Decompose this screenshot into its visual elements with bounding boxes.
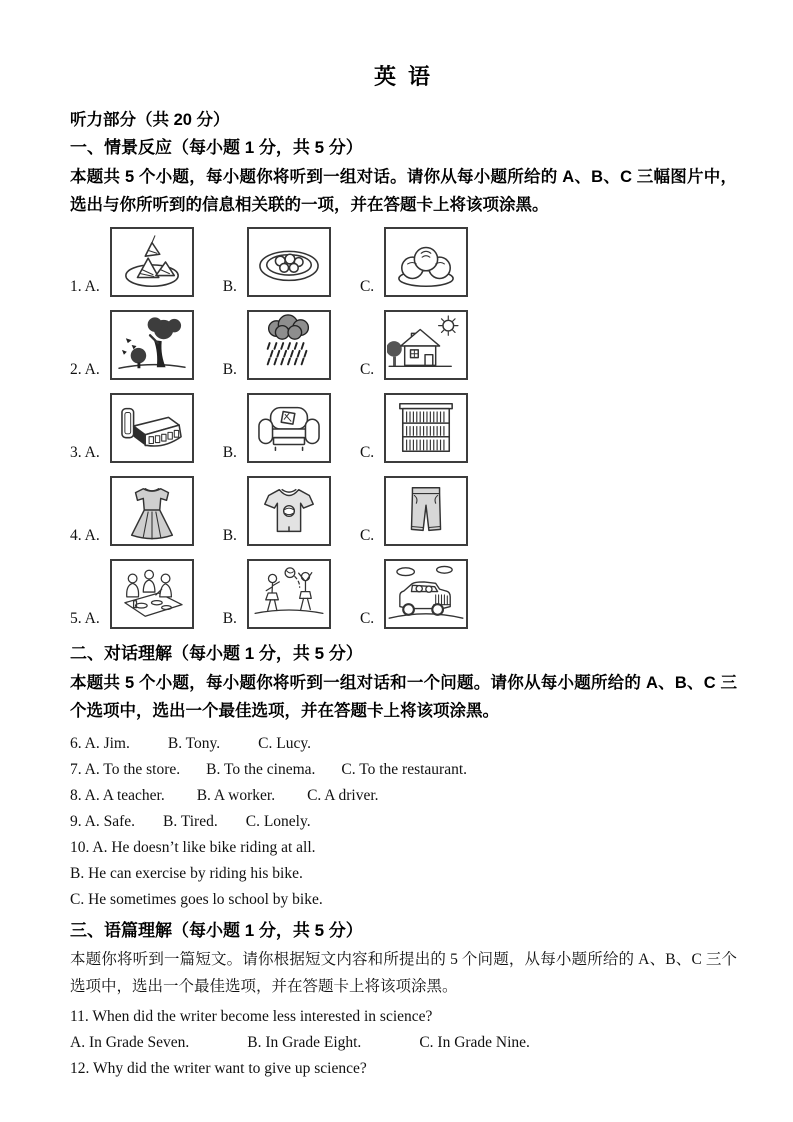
question-3-option-b	[223, 393, 331, 463]
question-11	[70, 1004, 737, 1030]
question-5-option-c	[360, 559, 468, 629]
page-title: 英 语	[373, 64, 434, 89]
q11-option-c: C. In Grade Nine.	[419, 1034, 530, 1051]
question-8	[70, 783, 737, 809]
question-4-option-b	[223, 476, 331, 546]
question-5-option-b-box	[247, 559, 331, 629]
picture-row-5	[70, 559, 737, 629]
q11-option-a: A. In Grade Seven.	[70, 1034, 190, 1051]
q10-option-a: 10. A. He doesn’t like bike riding at all.	[70, 839, 316, 856]
q7-option-a: 7. A. To the store.	[70, 761, 181, 778]
question-3-option-a-box	[110, 393, 194, 463]
question-2-option-c-label: C.	[359, 361, 375, 378]
trousers-image	[387, 480, 465, 542]
question-4-option-c	[360, 476, 468, 546]
people-driving-car-image	[387, 563, 465, 625]
question-1-option-a	[70, 227, 194, 297]
question-3-option-c-label: C.	[359, 444, 375, 461]
q9-option-c: C. Lonely.	[245, 813, 311, 830]
question-4-option-c-box	[384, 476, 468, 546]
question-5-option-a	[70, 559, 194, 629]
question-2-option-a	[70, 310, 194, 380]
q9-option-b: B. Tired.	[163, 813, 218, 830]
question-5-option-c-label: C.	[359, 610, 375, 627]
armchair-image	[250, 397, 328, 459]
picture-row-3	[70, 393, 737, 463]
t-shirt-image	[250, 480, 328, 542]
kids-playing-ball-image	[250, 563, 328, 625]
question-4-option-b-box	[247, 476, 331, 546]
question-1-option-c-label: C.	[359, 278, 375, 295]
q8-option-c: C. A driver.	[307, 787, 379, 804]
question-5-label: 5. A.	[70, 610, 100, 627]
question-3-option-a	[70, 393, 194, 463]
question-2-option-b-box	[247, 310, 331, 380]
q6-option-a: 6. A. Jim.	[70, 735, 130, 752]
q8-option-b: B. A worker.	[196, 787, 276, 804]
question-1-label: 1. A.	[70, 278, 100, 295]
picture-row-4	[70, 476, 737, 546]
section3-heading: 三、语篇理解（每小题 1 分，共 5 分）	[70, 921, 363, 940]
question-3-option-b-label: B.	[222, 444, 237, 461]
question-4-option-c-label: C.	[359, 527, 375, 544]
q7-option-c: C. To the restaurant.	[341, 761, 468, 778]
question-1-option-b-box	[247, 227, 331, 297]
question-1-option-b	[223, 227, 331, 297]
question-5-option-c-box	[384, 559, 468, 629]
question-1-option-a-box	[110, 227, 194, 297]
picture-row-1	[70, 227, 737, 297]
question-10-option-a	[70, 835, 737, 861]
zongzi-on-plate-image	[113, 231, 191, 293]
windy-tree-image	[113, 314, 191, 376]
question-4-option-a-box	[110, 476, 194, 546]
question-1-option-c-box	[384, 227, 468, 297]
question-7	[70, 757, 737, 783]
section1-heading: 一、情景反应（每小题 1 分，共 5 分）	[70, 138, 363, 157]
question-6	[70, 731, 737, 757]
question-11-options	[70, 1030, 737, 1056]
q12-text: 12. Why did the writer want to give up science?	[70, 1060, 367, 1077]
question-1-option-b-label: B.	[222, 278, 237, 295]
question-10-option-c	[70, 887, 737, 913]
sunny-house-image	[387, 314, 465, 376]
question-2-option-c	[360, 310, 468, 380]
question-2-option-b-label: B.	[222, 361, 237, 378]
family-picnic-image	[113, 563, 191, 625]
bed-image	[113, 397, 191, 459]
question-2-option-a-box	[110, 310, 194, 380]
question-5-option-b-label: B.	[222, 610, 237, 627]
question-10-option-b	[70, 861, 737, 887]
question-9	[70, 809, 737, 835]
q8-option-a: 8. A. A teacher.	[70, 787, 165, 804]
section2-heading: 二、对话理解（每小题 1 分，共 5 分）	[70, 644, 363, 663]
question-2-option-b	[223, 310, 331, 380]
question-2-label: 2. A.	[70, 361, 100, 378]
q6-option-c: C. Lucy.	[258, 735, 311, 752]
picture-row-2	[70, 310, 737, 380]
question-4-label: 4. A.	[70, 527, 100, 544]
q11-text: 11. When did the writer become less interested in science?	[70, 1008, 433, 1025]
q7-option-b: B. To the cinema.	[206, 761, 316, 778]
q10-option-c: C. He sometimes goes lo school by bike.	[70, 891, 323, 908]
question-4-option-a	[70, 476, 194, 546]
section1-instructions: 本题共 5 个小题，每小题你将听到一组对话。请你从每小题所给的 A、B、C 三幅图片中，选出与你所听到的信息相关联的一项，并在答题卡上将该项涂黑。	[70, 168, 737, 214]
question-3-option-c	[360, 393, 468, 463]
rain-cloud-image	[250, 314, 328, 376]
question-12	[70, 1056, 737, 1082]
q10-option-b: B. He can exercise by riding his bike.	[70, 865, 303, 882]
steamed-buns-on-plate-image	[387, 231, 465, 293]
question-1-option-c	[360, 227, 468, 297]
question-5-option-b	[223, 559, 331, 629]
question-3-option-c-box	[384, 393, 468, 463]
question-2-option-c-box	[384, 310, 468, 380]
dress-image	[113, 480, 191, 542]
question-5-option-a-box	[110, 559, 194, 629]
section2-instructions: 本题共 5 个小题，每小题你将听到一组对话和一个问题。请你从每小题所给的 A、B、C 三个选项中，选出一个最佳选项，并在答题卡上将该项涂黑。	[70, 674, 737, 720]
question-4-option-b-label: B.	[222, 527, 237, 544]
question-3-label: 3. A.	[70, 444, 100, 461]
dumplings-on-plate-image	[250, 231, 328, 293]
section3-instructions: 本题你将听到一篇短文。请你根据短文内容和所提出的 5 个问题，从每小题所给的 A、B、C 三个选项中，选出一个最佳选项，并在答题卡上将该项涂黑。	[70, 951, 737, 995]
listening-part-header: 听力部分（共 20 分）	[70, 111, 230, 129]
q6-option-b: B. Tony.	[167, 735, 221, 752]
q11-option-b: B. In Grade Eight.	[247, 1034, 362, 1051]
question-3-option-b-box	[247, 393, 331, 463]
bookshelf-image	[387, 397, 465, 459]
q9-option-a: 9. A. Safe.	[70, 813, 136, 830]
